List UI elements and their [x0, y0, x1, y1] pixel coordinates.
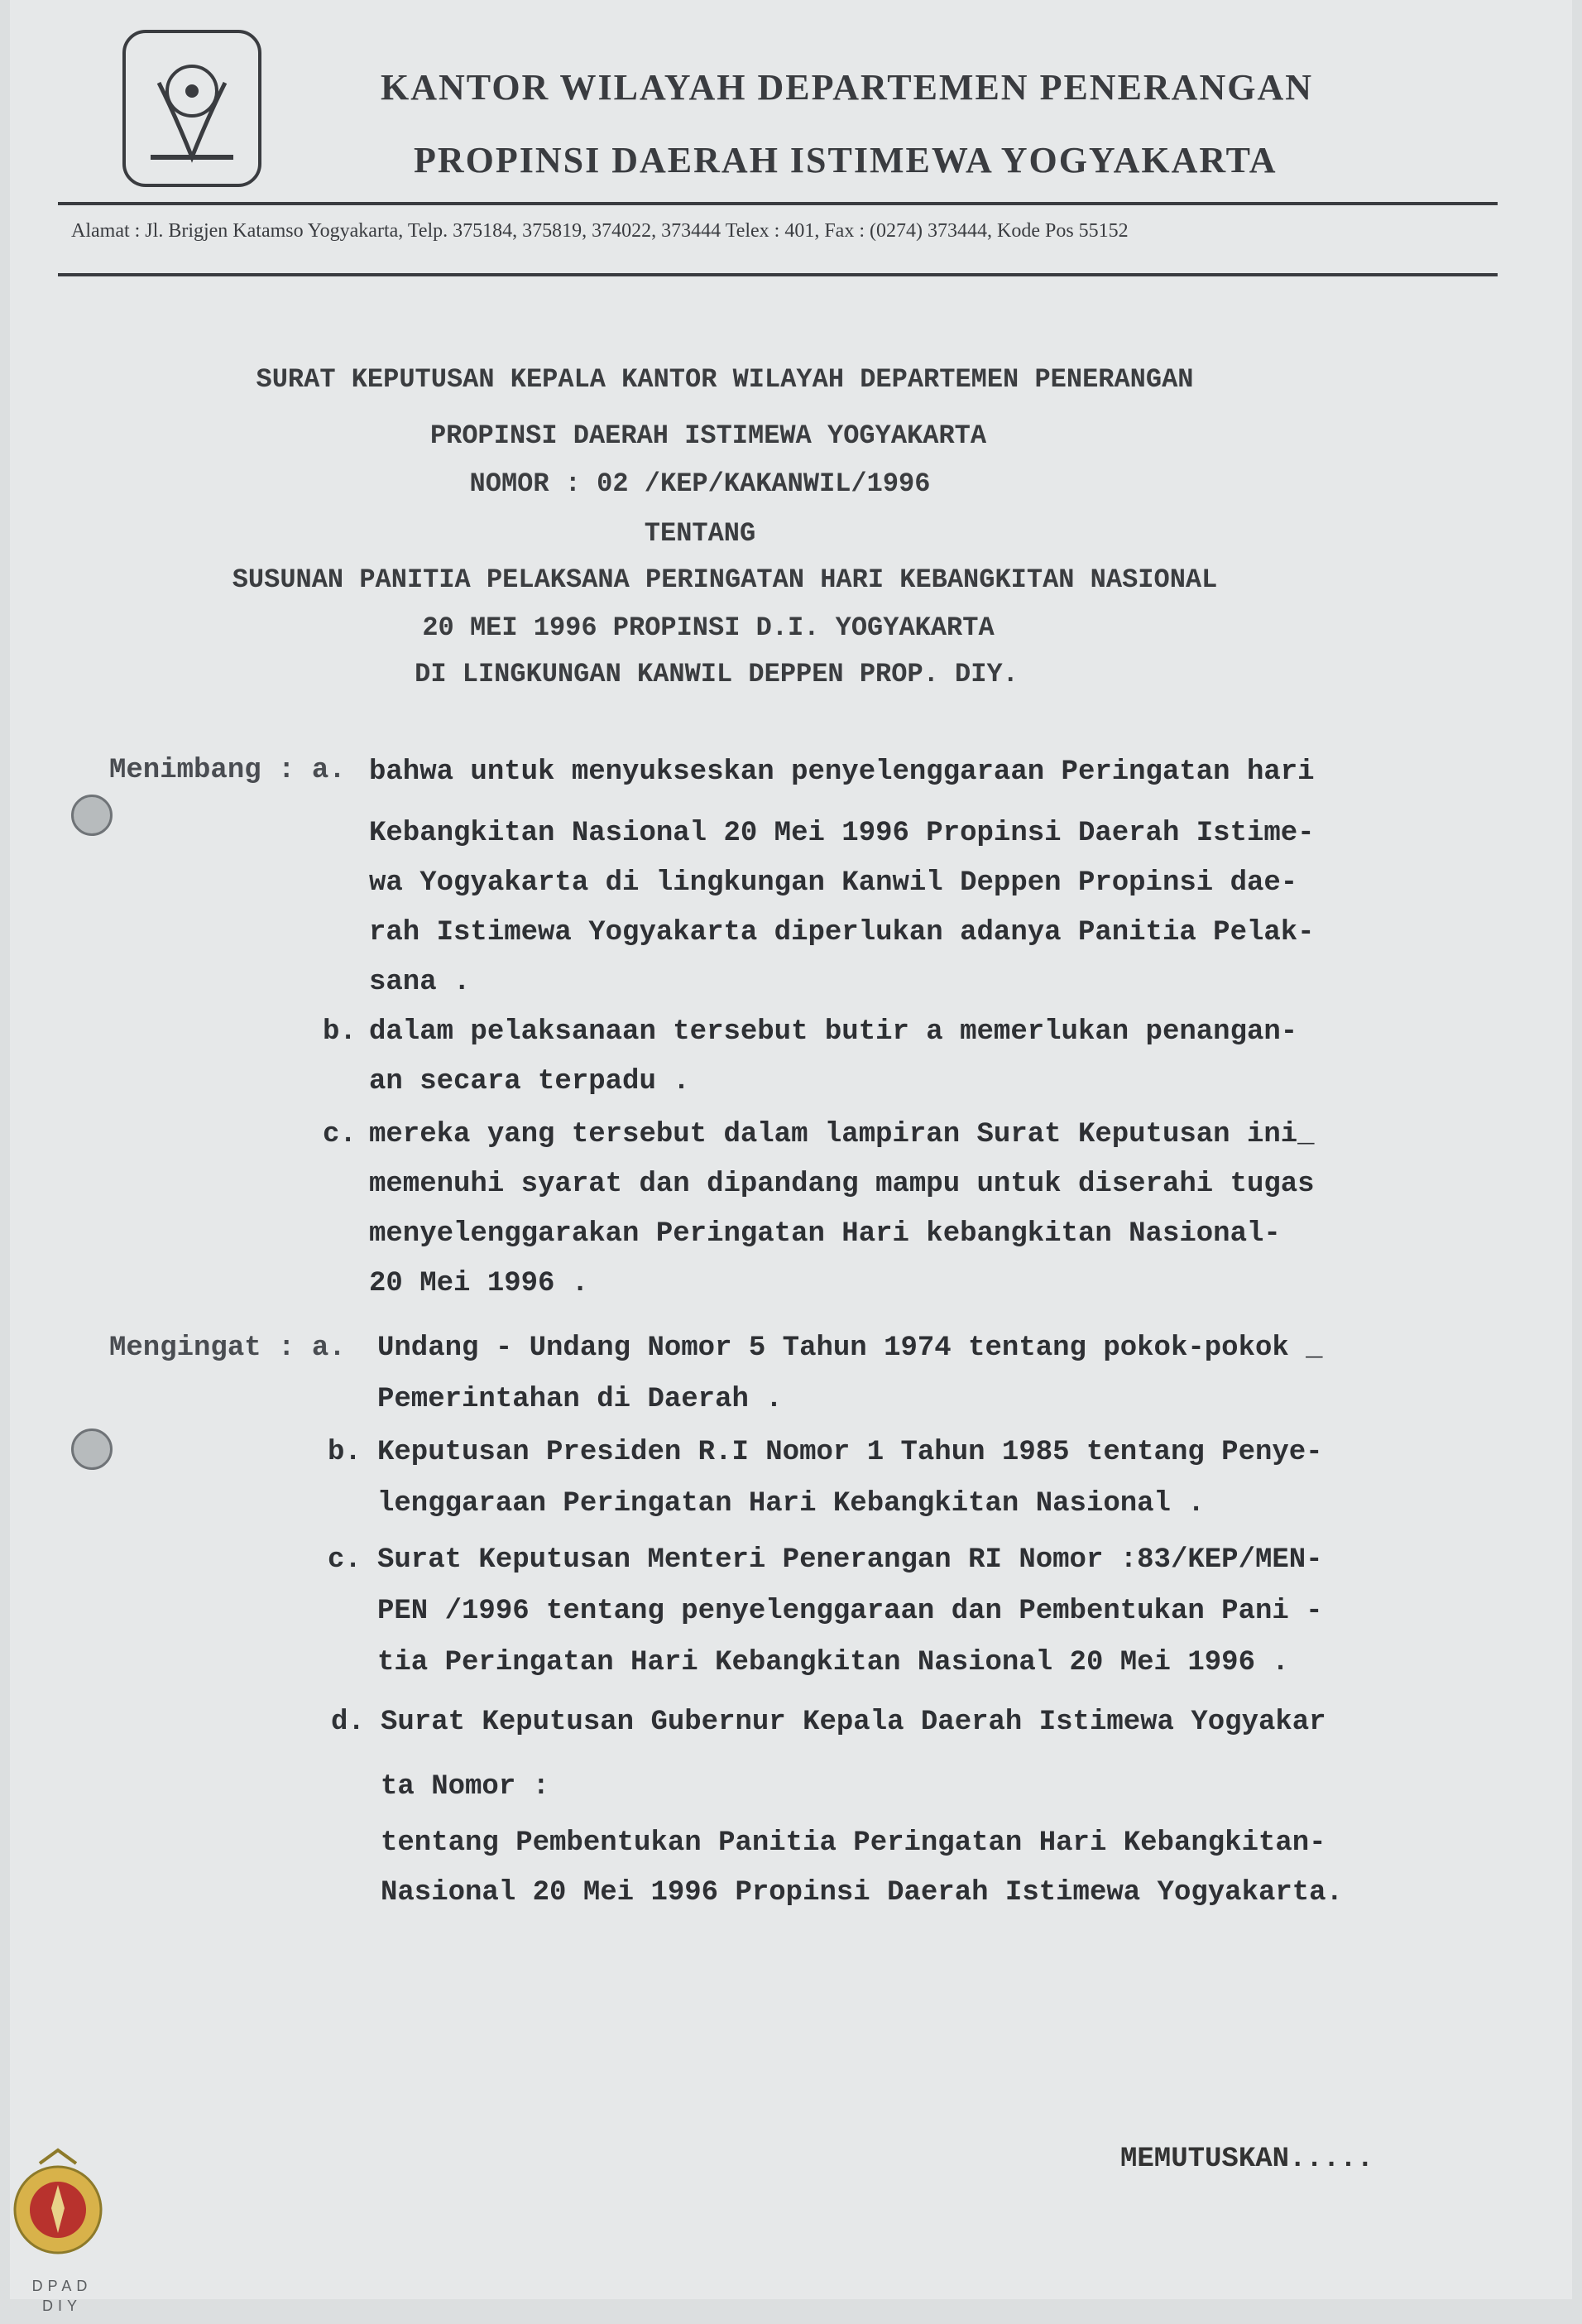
menimbang-c-line: menyelenggarakan Peringatan Hari kebangkitan Nasional- [369, 1218, 1281, 1250]
mengingat-d-line: tentang Pembentukan Panitia Peringatan Hari Kebangkitan- [381, 1827, 1326, 1859]
org-name-line-1: KANTOR WILAYAH DEPARTEMEN PENERANGAN [381, 67, 1314, 108]
menimbang-c-letter: c. [323, 1119, 357, 1150]
mengingat-b-line: lenggaraan Peringatan Hari Kebangkitan Nasional . [377, 1488, 1205, 1520]
mengingat-a-line: Pemerintahan di Daerah . [377, 1384, 783, 1415]
mengingat-a-line: Undang - Undang Nomor 5 Tahun 1974 tentang pokok-pokok _ [377, 1332, 1323, 1364]
mengingat-d-line: Nasional 20 Mei 1996 Propinsi Daerah Istimewa Yogyakarta. [381, 1877, 1343, 1909]
menimbang-c-line: mereka yang tersebut dalam lampiran Surat Keputusan ini_ [369, 1119, 1315, 1150]
archive-seal-icon [8, 2144, 108, 2284]
decree-title-line-1: SURAT KEPUTUSAN KEPALA KANTOR WILAYAH DEPARTEMEN PENERANGAN [256, 364, 1194, 395]
archive-seal-sublabel: DIY [41, 2298, 82, 2314]
punch-hole-top [71, 795, 113, 836]
memutuskan-continuation: MEMUTUSKAN..... [1120, 2144, 1374, 2175]
header-rule-top [58, 202, 1498, 205]
department-logo [122, 30, 261, 187]
mengingat-d-line: Surat Keputusan Gubernur Kepala Daerah Istimewa Yogyakar [381, 1707, 1326, 1738]
mengingat-b-line: Keputusan Presiden R.I Nomor 1 Tahun 1985 tentang Penye- [377, 1437, 1323, 1468]
mengingat-d-letter: d. [331, 1707, 365, 1738]
header-rule-bottom [58, 273, 1498, 276]
mengingat-d-line: ta Nomor : [381, 1771, 550, 1803]
mengingat-label: Mengingat : a. [109, 1332, 346, 1364]
decree-subject-line-3: DI LINGKUNGAN KANWIL DEPPEN PROP. DIY. [415, 659, 1019, 689]
menimbang-c-line: 20 Mei 1996 . [369, 1268, 589, 1299]
decree-subject-line-2: 20 MEI 1996 PROPINSI D.I. YOGYAKARTA [422, 612, 995, 643]
menimbang-a-line: sana . [369, 967, 471, 998]
menimbang-b-letter: b. [323, 1016, 357, 1048]
mengingat-c-line: Surat Keputusan Menteri Penerangan RI Nomor :83/KEP/MEN- [377, 1544, 1323, 1576]
menimbang-label: Menimbang : a. [109, 755, 346, 786]
mengingat-b-letter: b. [328, 1437, 362, 1468]
decree-tentang: TENTANG [644, 518, 756, 549]
archive-seal-label: DPAD [31, 2278, 93, 2294]
decree-title-line-2: PROPINSI DAERAH ISTIMEWA YOGYAKARTA [429, 420, 987, 451]
decree-number: NOMOR : 02 /KEP/KAKANWIL/1996 [469, 468, 931, 499]
menimbang-a-line: bahwa untuk menyukseskan penyelenggaraan Peringatan hari [369, 756, 1315, 788]
menimbang-b-line: dalam pelaksanaan tersebut butir a memerlukan penangan- [369, 1016, 1298, 1048]
menimbang-a-line: wa Yogyakarta di lingkungan Kanwil Deppen Propinsi dae- [369, 867, 1298, 899]
menimbang-a-line: rah Istimewa Yogyakarta diperlukan adanya Panitia Pelak- [369, 917, 1315, 948]
mengingat-c-line: PEN /1996 tentang penyelenggaraan dan Pembentukan Pani - [377, 1596, 1323, 1627]
org-name-line-2: PROPINSI DAERAH ISTIMEWA YOGYAKARTA [414, 140, 1278, 180]
punch-hole-bottom [71, 1428, 113, 1470]
decree-subject-line-1: SUSUNAN PANITIA PELAKSANA PERINGATAN HARI KEBANGKITAN NASIONAL [232, 564, 1218, 595]
mengingat-c-line: tia Peringatan Hari Kebangkitan Nasional 20 Mei 1996 . [377, 1647, 1289, 1678]
menimbang-c-line: memenuhi syarat dan dipandang mampu untuk diserahi tugas [369, 1169, 1315, 1200]
org-address: Alamat : Jl. Brigjen Katamso Yogyakarta, Telp. 375184, 375819, 374022, 373444 Telex : 401, Fax : (0274) 373444, Kode Pos 55152 [71, 220, 1129, 242]
mengingat-c-letter: c. [328, 1544, 362, 1576]
menimbang-a-line: Kebangkitan Nasional 20 Mei 1996 Propinsi Daerah Istime- [369, 818, 1315, 849]
menimbang-b-line: an secara terpadu . [369, 1066, 690, 1097]
